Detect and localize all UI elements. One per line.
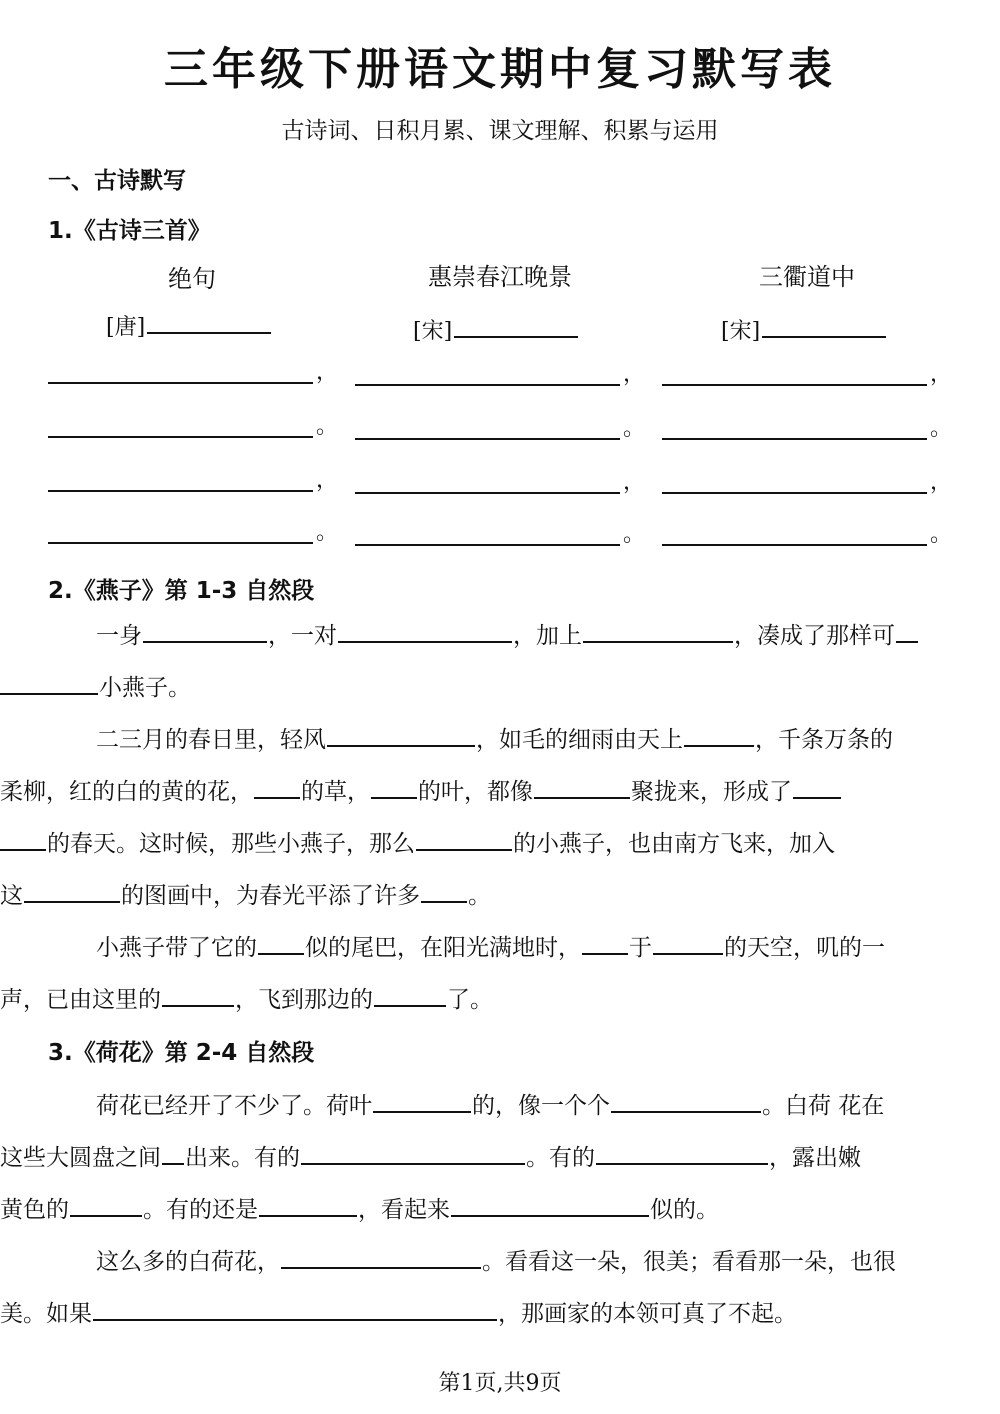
item-heading-three-poems: 1.《古诗三首》 (48, 218, 211, 244)
fill-blank[interactable] (451, 1189, 649, 1217)
fill-blank[interactable] (0, 823, 46, 851)
line-punct: 。 (623, 522, 646, 547)
text-run: 的天空，叽的一 (724, 935, 885, 961)
line-punct: 。 (316, 414, 339, 439)
page-title: 三年级下册语文期中复习默写表 (164, 44, 836, 95)
fill-blank[interactable] (596, 1137, 768, 1165)
dynasty-label: [宋] (721, 319, 761, 344)
fill-blank[interactable] (0, 667, 98, 695)
fill-blank[interactable] (896, 615, 918, 643)
fill-blank[interactable] (254, 771, 300, 799)
poem-title-1: 绝句 (168, 265, 216, 293)
text-run: ，露出嫩 (769, 1145, 861, 1171)
line-punct: ， (623, 362, 646, 387)
text-run: 于 (629, 935, 652, 961)
author-blank[interactable] (454, 314, 578, 338)
text-run: 声，已由这里的 (0, 987, 161, 1013)
text-run: 的春天。这时候，那些小燕子，那么 (47, 831, 415, 857)
item-heading-lotus: 3.《荷花》第 2-4 自然段 (48, 1040, 315, 1066)
text-run: 的草， (301, 779, 370, 805)
poem-title-3: 三衢道中 (759, 263, 855, 291)
fill-blank[interactable] (416, 823, 512, 851)
text-run: 。有的 (526, 1145, 595, 1171)
text-run: 这些大圆盘之间 (0, 1145, 161, 1171)
fill-blank[interactable] (162, 979, 234, 1007)
text-run: ，那画家的本领可真了不起。 (498, 1301, 797, 1327)
swallow-paragraph-1 (48, 610, 958, 714)
author-blank[interactable] (762, 314, 886, 338)
text-run: ，看起来 (358, 1197, 450, 1223)
text-run: 。看看这一朵，很美；看看那一朵，也很 (482, 1249, 896, 1275)
fill-blank[interactable] (93, 1293, 497, 1321)
fill-blank[interactable] (143, 615, 267, 643)
text-run: 。有的还是 (143, 1197, 258, 1223)
fill-blank[interactable] (70, 1189, 142, 1217)
fill-blank[interactable] (259, 1189, 357, 1217)
text-run: 黄色的 (0, 1197, 69, 1223)
text-run: 的图画中，为春光平添了许多 (121, 883, 420, 909)
fill-blank[interactable] (338, 615, 512, 643)
fill-blank[interactable] (793, 771, 841, 799)
text-run: ，一对 (268, 623, 337, 649)
text-run: 二三月的春日里，轻风 (96, 727, 326, 753)
text-run: 小燕子带了它的 (96, 935, 257, 961)
text-run: 一身 (96, 623, 142, 649)
line-punct: 。 (930, 416, 953, 441)
author-blank[interactable] (147, 310, 271, 334)
fill-blank[interactable] (534, 771, 630, 799)
swallow-paragraph-2 (0, 714, 958, 922)
page-subtitle: 古诗词、日积月累、课文理解、积累与运用 (281, 118, 719, 144)
dynasty-label: [唐] (106, 315, 146, 340)
page-footer: 第1页,共9页 (438, 1371, 562, 1396)
text-run: 这 (0, 883, 23, 909)
fill-blank[interactable] (301, 1137, 525, 1165)
text-run: 美。如果 (0, 1301, 92, 1327)
poem-title-2: 惠崇春江晚景 (428, 263, 572, 291)
line-punct: ， (623, 470, 646, 495)
fill-blank[interactable] (653, 927, 723, 955)
poem-author-3 (721, 314, 886, 349)
fill-blank[interactable] (373, 1085, 471, 1113)
dynasty-label: [宋] (413, 319, 453, 344)
swallow-paragraph-3 (0, 922, 958, 1026)
line-punct: ， (316, 468, 339, 493)
text-run: 了。 (447, 987, 493, 1013)
text-run: ，千条万条的 (755, 727, 893, 753)
section-heading-poetry: 一、古诗默写 (48, 168, 186, 194)
text-run: 。白荷 花在 (762, 1093, 885, 1119)
line-punct: ， (930, 362, 953, 387)
line-punct: 。 (316, 520, 339, 545)
fill-blank[interactable] (611, 1085, 761, 1113)
item-heading-swallow: 2.《燕子》第 1-3 自然段 (48, 578, 315, 604)
fill-blank[interactable] (24, 875, 120, 903)
text-run: ，加上 (513, 623, 582, 649)
text-run: 荷花已经开了不少了。荷叶 (96, 1093, 372, 1119)
fill-blank[interactable] (582, 927, 628, 955)
fill-blank[interactable] (281, 1241, 481, 1269)
fill-blank[interactable] (258, 927, 304, 955)
text-run: ，如毛的细雨由天上 (476, 727, 683, 753)
fill-blank[interactable] (583, 615, 733, 643)
text-run: 似的。 (650, 1197, 719, 1223)
text-run: 聚拢来，形成了 (631, 779, 792, 805)
poem-author-1 (106, 310, 271, 345)
fill-blank[interactable] (684, 719, 754, 747)
text-run: 的小燕子，也由南方飞来，加入 (513, 831, 835, 857)
text-run: 出来。有的 (185, 1145, 300, 1171)
poem-author-2 (413, 314, 578, 349)
fill-blank[interactable] (374, 979, 446, 1007)
line-punct: 。 (930, 522, 953, 547)
lotus-paragraph-1 (0, 1080, 958, 1236)
text-run: 柔柳，红的白的黄的花， (0, 779, 253, 805)
text-run: 的，像一个个 (472, 1093, 610, 1119)
fill-blank[interactable] (371, 771, 417, 799)
line-punct: ， (930, 470, 953, 495)
text-run: 似的尾巴，在阳光满地时， (305, 935, 581, 961)
lotus-paragraph-2 (0, 1236, 958, 1340)
text-run: 这么多的白荷花， (96, 1249, 280, 1275)
text-run: ，飞到那边的 (235, 987, 373, 1013)
fill-blank[interactable] (327, 719, 475, 747)
fill-blank[interactable] (162, 1137, 184, 1165)
fill-blank[interactable] (421, 875, 467, 903)
text-run: ，凑成了那样可 (734, 623, 895, 649)
line-punct: 。 (623, 416, 646, 441)
line-punct: ， (316, 360, 339, 385)
text-run: 。 (468, 883, 491, 909)
text-run: 小燕子。 (99, 675, 191, 701)
text-run: 的叶，都像 (418, 779, 533, 805)
